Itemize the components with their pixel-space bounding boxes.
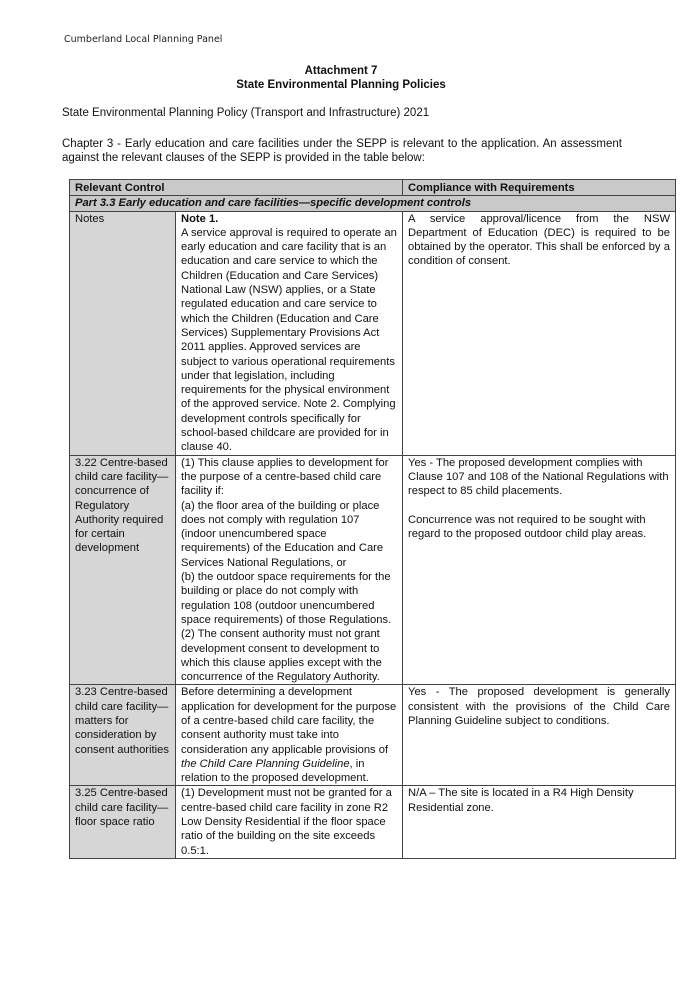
control-cell	[176, 211, 403, 455]
compliance-cell	[403, 211, 676, 455]
control-cell	[176, 786, 403, 858]
compliance-cell	[403, 685, 676, 786]
compliance-text: Concurrence was not required to be sought with regard to the proposed outdoor child play areas.	[408, 513, 647, 540]
control-cell	[176, 685, 403, 786]
compliance-cell	[403, 786, 676, 858]
control-text-end: , in relation to the proposed development.	[181, 757, 369, 785]
clause-cell: 3.25 Centre-based child care facility—floor space ratio	[70, 786, 176, 858]
control-text: Before determining a development application for development for the purpose of a centre-based child care facility, the consent authority must take into consideration any applicable provisions of	[181, 686, 397, 756]
header-compliance: Compliance with Requirements	[403, 180, 676, 196]
control-text: (2) The consent authority must not grant development consent to development to which this clause applies except with the concurrence of the Regulatory Authority.	[181, 628, 382, 684]
control-text: (1) Development must not be granted for a centre-based child care facility in zone R2 Low Density Residential if the floor space ratio of the building on the site exceeds 0.5:1.	[181, 787, 392, 857]
control-text: (1) This clause applies to development for the purpose of a centre-based child care facility if:	[181, 456, 389, 498]
part-heading-row	[70, 196, 676, 211]
attachment-title	[0, 64, 682, 92]
attachment-heading: State Environmental Planning Policies	[236, 79, 446, 91]
compliance-cell	[403, 455, 676, 685]
clause-cell: 3.23 Centre-based child care facility— matters for consideration by consent authorities	[70, 685, 176, 786]
clause-cell: 3.22 Centre-based child care facility—concurrence of Regulatory Authority required for certain development	[70, 455, 176, 685]
clause-cell: Notes	[70, 211, 176, 455]
assessment-table	[69, 179, 676, 859]
sepp-name: State Environmental Planning Policy (Transport and Infrastructure) 2021	[62, 107, 430, 119]
table-row	[70, 455, 676, 685]
intro-paragraph: Chapter 3 - Early education and care facilities under the SEPP is relevant to the application. An assessment against the relevant clauses of the SEPP is provided in the table below:	[62, 138, 622, 164]
page-header-panel-name: Cumberland Local Planning Panel	[64, 34, 223, 45]
compliance-text: Yes - The proposed development is generally consistent with the provisions of the Child Care Planning Guideline subject to conditions.	[408, 686, 671, 727]
attachment-number: Attachment 7	[304, 65, 378, 77]
control-cell	[176, 455, 403, 685]
control-text: (a) the floor area of the building or place does not comply with regulation 107 (indoor unencumbered space requirements) of the Education and Care Services National Regulations, or	[181, 499, 384, 569]
header-relevant-control: Relevant Control	[70, 180, 403, 196]
table-header-row	[70, 180, 676, 196]
compliance-text: A service approval/licence from the NSW Department of Education (DEC) is required to be obtained by the operator. This shall be enforced by a condition of consent.	[408, 212, 671, 268]
control-text: A service approval is required to operate an early education and care facility that is an education and care service to which the Children (Education and Care Services) National Law (NSW) applies, or a State regulated education and care service to which the Children (Education and Care Services) Supplementary Provisions Act 2011 applies. Approved services are subject to various operational requirements under that legislation, including requirements for the physical environment of the approved service. Note 2. Complying development controls specifically for school-based childcare are provided for in clause 40.	[181, 226, 397, 454]
guideline-title: the Child Care Planning Guideline	[181, 757, 350, 770]
control-text: (b) the outdoor space requirements for the building or place do not comply with regulation 108 (outdoor unencumbered space requirements) of those Regulations.	[181, 571, 392, 626]
compliance-text: Yes - The proposed development complies with Clause 107 and 108 of the National Regulations with respect to 85 child placements.	[408, 456, 669, 498]
table-row	[70, 211, 676, 455]
table-row	[70, 685, 676, 786]
table-row	[70, 786, 676, 858]
part-heading: Part 3.3 Early education and care facilities—specific development controls	[70, 196, 676, 211]
control-heading: Note 1.	[181, 212, 219, 225]
compliance-text: N/A – The site is located in a R4 High Density Residential zone.	[408, 787, 634, 814]
